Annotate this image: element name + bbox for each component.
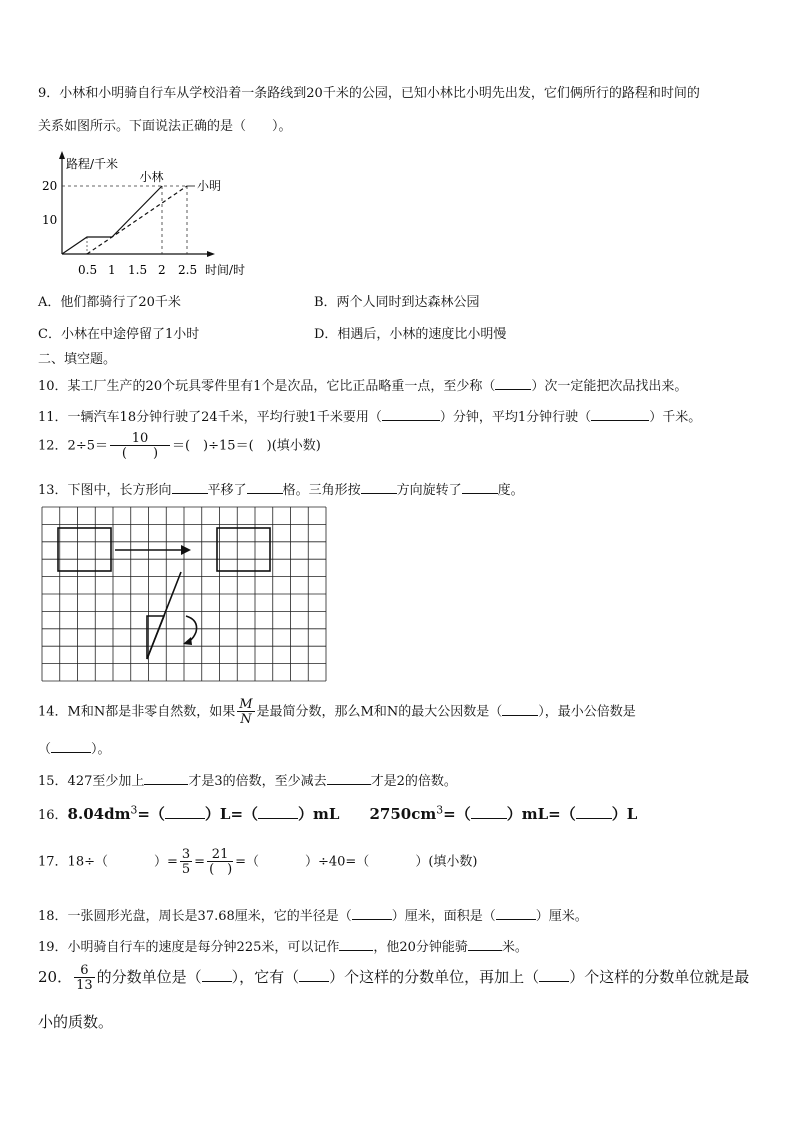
q16-text-d: ）mL [298, 805, 340, 823]
y-tick-10: 10 [42, 213, 58, 227]
q16-text-f: =（ [443, 805, 471, 823]
q14-text-c: ），最小公倍数是 [538, 704, 636, 720]
question-12 [38, 432, 321, 460]
q13-text-b: 平移了 [207, 483, 247, 498]
x-tick-0-5: 0.5 [78, 263, 98, 277]
q18-blank-radius[interactable] [352, 907, 392, 920]
q10-text-b: ）次一定能把次品找出来。 [531, 379, 688, 394]
series-label-xiaoming: 小明 [197, 179, 222, 193]
q9-option-c[interactable]: C．小林在中途停留了1小时 [38, 327, 200, 342]
x-axis-arrow [207, 251, 215, 257]
q17-fraction-1 [180, 848, 192, 876]
q17-numerator-1: 3 [181, 847, 191, 862]
q12-numerator: 10 [131, 431, 149, 446]
question-14-line2 [38, 738, 111, 757]
q19-text-a: 19．小明骑自行车的速度是每分钟225米，可以记作 [38, 940, 340, 955]
q15-text-a: 15．427至少加上 [38, 774, 145, 789]
q20-blank-count[interactable] [299, 969, 329, 982]
q16-text-h: ）L [611, 805, 638, 823]
question-13 [38, 479, 524, 498]
x-axis-label: 时间/时 [205, 263, 246, 277]
q16-text-g: ）mL=（ [506, 805, 576, 823]
q15-text-c: 才是2的倍数。 [370, 774, 457, 789]
q20-line2: 小的质数。 [38, 1013, 114, 1031]
q12-text-a: 12．2÷5＝ [38, 438, 108, 454]
q17-fraction-2 [207, 848, 233, 876]
y-tick-20: 20 [42, 179, 58, 193]
q12-denominator[interactable]: ( ) [110, 445, 170, 460]
y-axis-label: 路程/千米 [66, 157, 119, 171]
q16-value-dm3: 8.04dm [67, 805, 131, 823]
q12-text-b: ＝( )÷15＝( )(填小数) [171, 438, 321, 454]
question-17 [38, 848, 477, 876]
y-axis-arrow [59, 151, 65, 159]
q13-text-e: 度。 [497, 483, 524, 498]
q17-equals: = [194, 854, 206, 870]
translation-arrowhead [181, 545, 191, 555]
q13-text-d: 方向旋转了 [396, 483, 462, 498]
q16-label: 16． [38, 808, 68, 823]
q16-blank-l-2[interactable] [576, 806, 612, 819]
q9-option-d[interactable]: D．相遇后，小林的速度比小明慢 [314, 327, 507, 342]
q17-text-e: ）(填小数) [415, 854, 478, 870]
q20-blank-unit[interactable] [202, 969, 232, 982]
q19-text-b: ，他20分钟能骑 [373, 940, 468, 955]
q9-line-chart [38, 150, 278, 280]
q10-answer-blank[interactable] [495, 377, 531, 390]
q16-exponent-2: 3 [436, 803, 444, 817]
q15-blank-add[interactable] [144, 772, 188, 785]
q10-text-a: 10．某工厂生产的20个玩具零件里有1个是次品，它比正品略重一点，至少称（ [38, 379, 496, 394]
rectangle-translated [217, 528, 270, 571]
q13-blank-rotation-direction[interactable] [361, 481, 397, 494]
q20-text-c: ）个这样的分数单位，再加上（ [329, 968, 540, 986]
q12-fraction [110, 432, 170, 460]
q17-denominator-1: 5 [181, 862, 191, 877]
q9-stem-line1: 9．小林和小明骑自行车从学校沿着一条路线到20千米的公园，已知小林比小明先出发，它们俩所行的路程和时间的 [38, 86, 700, 101]
q16-blank-ml[interactable] [258, 806, 298, 819]
q17-text-a: 17．18÷（ [38, 854, 108, 870]
q20-fraction [74, 964, 95, 992]
q15-text-b: 才是3的倍数，至少减去 [188, 774, 327, 789]
q20-numerator: 6 [80, 963, 89, 978]
q17-text-b: ）= [153, 854, 178, 870]
q20-text-a: 的分数单位是（ [96, 968, 202, 986]
question-10 [38, 375, 687, 394]
q17-numerator-2: 21 [211, 847, 229, 862]
x-tick-2: 2 [158, 263, 166, 277]
q20-text-b: ），它有（ [231, 968, 300, 986]
q14-text-e: ）。 [91, 742, 111, 757]
q17-denominator-2[interactable]: ( ) [209, 862, 233, 877]
question-14 [38, 698, 636, 726]
q11-text-c: ）千米。 [649, 410, 702, 425]
series-label-xiaolin: 小林 [139, 170, 164, 184]
question-11 [38, 406, 701, 425]
section-title: 二、填空题。 [38, 352, 117, 367]
question-18 [38, 905, 588, 924]
q17-text-c: =（ [235, 854, 259, 870]
q13-blank-direction[interactable] [172, 481, 208, 494]
q18-text-a: 18．一张圆形光盘，周长是37.68厘米，它的半径是（ [38, 909, 352, 924]
q11-answer-blank-1[interactable] [382, 408, 440, 421]
q18-text-c: ）厘米。 [535, 909, 588, 924]
question-15 [38, 770, 457, 789]
q16-value-cm3: 2750cm [369, 805, 437, 823]
q16-blank-l[interactable] [165, 806, 205, 819]
q13-text-a: 13．下图中，长方形向 [38, 483, 172, 498]
question-16 [38, 803, 637, 824]
q14-text-d: （ [38, 742, 52, 757]
q11-text-a: 11．一辆汽车18分钟行驶了24千米，平均行驶1千米要用（ [38, 410, 382, 425]
q18-text-b: ）厘米，面积是（ [391, 909, 496, 924]
x-tick-1: 1 [108, 263, 116, 277]
q20-denominator: 13 [76, 978, 93, 993]
q19-blank-distance[interactable] [468, 938, 502, 951]
x-tick-2-5: 2.5 [178, 263, 198, 277]
q13-text-c: 格。三角形按 [282, 483, 361, 498]
q20-blank-add[interactable] [539, 969, 569, 982]
q9-option-a[interactable]: A．他们都骑行了20千米 [38, 295, 181, 310]
q16-exponent-1: 3 [130, 803, 138, 817]
q14-blank-lcm[interactable] [51, 740, 91, 753]
rectangle-original [58, 528, 111, 571]
q14-denominator: N [237, 711, 254, 726]
q16-text-c: ）L=（ [204, 805, 259, 823]
q14-text-a: 14．M和N都是非零自然数，如果 [38, 704, 236, 720]
q19-blank-notation[interactable] [339, 938, 373, 951]
question-19 [38, 936, 528, 955]
q13-blank-degrees[interactable] [462, 481, 498, 494]
q9-option-b[interactable]: B．两个人同时到达森林公园 [314, 295, 480, 310]
q14-fraction [237, 698, 254, 726]
q11-text-b: ）分钟，平均1分钟行驶（ [439, 410, 592, 425]
q20-text-e: ）个这样的分数单位就是最 [569, 968, 750, 986]
q13-blank-cells[interactable] [247, 481, 283, 494]
q19-text-c: 米。 [501, 940, 528, 955]
q15-blank-subtract[interactable] [327, 772, 371, 785]
q14-blank-gcd[interactable] [502, 703, 538, 716]
series-xiaoming-line [87, 186, 187, 254]
q20-label: 20． [38, 968, 73, 986]
q14-text-b: 是最简分数，那么M和N的最大公因数是（ [256, 704, 503, 720]
q11-answer-blank-2[interactable] [591, 408, 649, 421]
q9-stem-line2: 关系如图所示。下面说法正确的是（ ）。 [38, 119, 292, 134]
q13-grid-figure [41, 506, 327, 682]
x-tick-1-5: 1.5 [128, 263, 148, 277]
q18-blank-area[interactable] [496, 907, 536, 920]
q16-text-b: =（ [137, 805, 165, 823]
q17-text-d: ）÷40=（ [304, 854, 370, 870]
q16-blank-ml-2[interactable] [471, 806, 507, 819]
question-20 [38, 964, 749, 992]
series-xiaolin-line [62, 186, 162, 254]
q14-numerator: M [239, 697, 253, 712]
